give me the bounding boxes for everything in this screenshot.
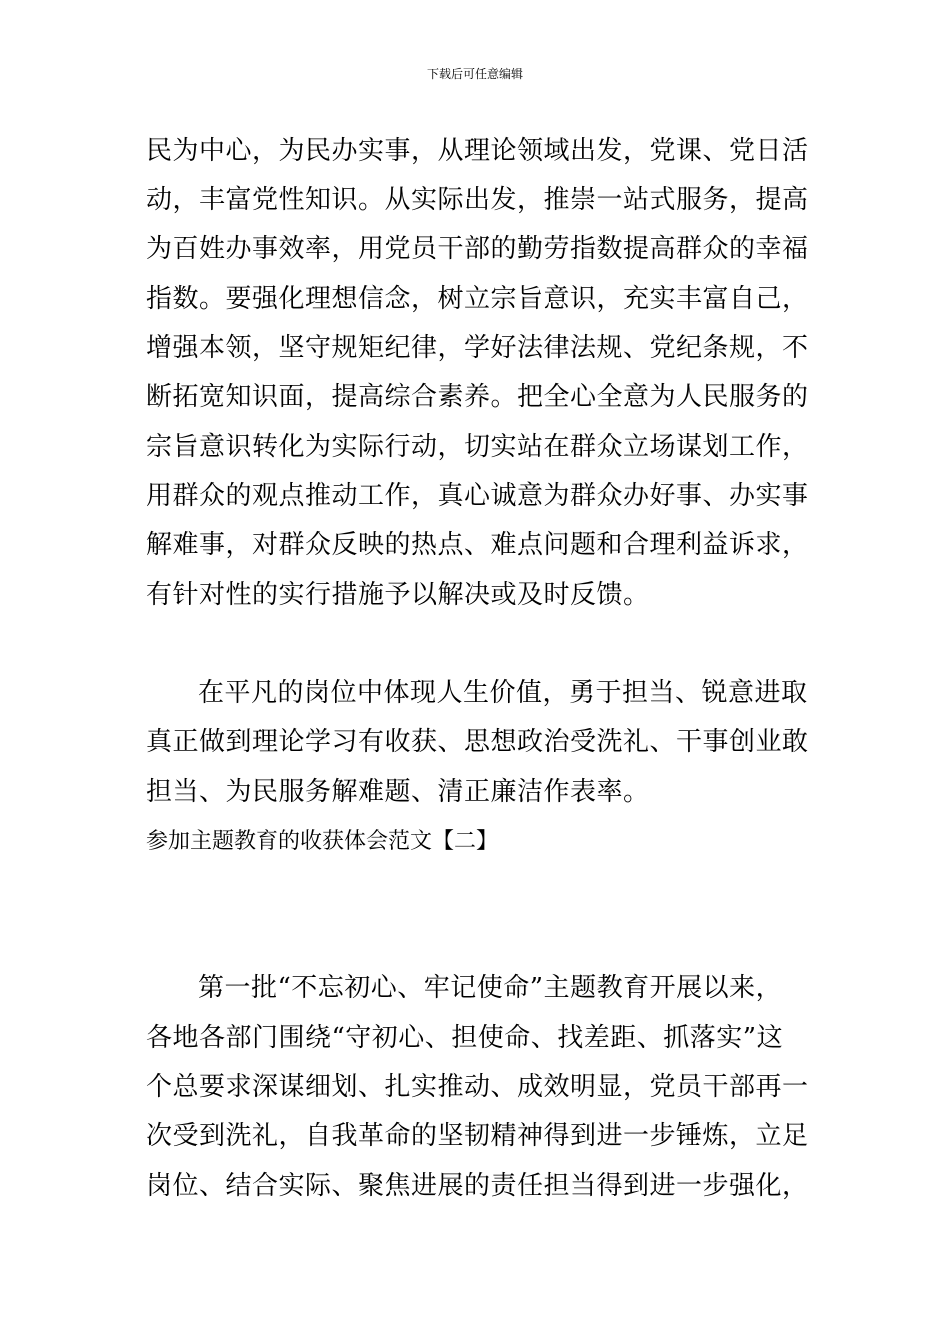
section-title: 参加主题教育的收获体会范文【二】 (146, 829, 499, 854)
paragraph-line: 断拓宽知识面，提高综合素养。把全心全意为人民服务的 (146, 382, 809, 412)
paragraph-line: 解难事，对群众反映的热点、难点问题和合理利益诉求， (146, 530, 809, 560)
paragraph-line: 有针对性的实行措施予以解决或及时反馈。 (146, 580, 650, 610)
paragraph-line: 第一批“不忘初心、牢记使命”主题教育开展以来， (198, 973, 783, 1003)
paragraph-line: 岗位、结合实际、聚焦进展的责任担当得到进一步强化， (146, 1171, 809, 1201)
paragraph-line: 次受到洗礼，自我革命的坚韧精神得到进一步锤炼，立足 (146, 1121, 809, 1151)
paragraph-line: 各地各部门围绕“守初心、担使命、找差距、抓落实”这 (146, 1023, 784, 1053)
paragraph-line: 指数。要强化理想信念，树立宗旨意识，充实丰富自己， (146, 284, 809, 314)
paragraph-line: 真正做到理论学习有收获、思想政治受洗礼、干事创业敢 (146, 727, 809, 757)
header-note: 下载后可任意编辑 (426, 67, 523, 81)
paragraph-line: 用群众的观点推动工作，真心诚意为群众办好事、办实事 (146, 481, 809, 511)
paragraph-line: 担当、为民服务解难题、清正廉洁作表率。 (146, 777, 650, 807)
paragraph-line: 民为中心，为民办实事，从理论领域出发，党课、党日活 (146, 136, 809, 166)
paragraph-line: 为百姓办事效率，用党员干部的勤劳指数提高群众的幸福 (146, 234, 809, 264)
paragraph-line: 增强本领，坚守规矩纪律，学好法律法规、党纪条规，不 (146, 333, 809, 363)
paragraph-line: 在平凡的岗位中体现人生价值，勇于担当、锐意进取 (198, 678, 808, 708)
paragraph-line: 个总要求深谋细划、扎实推动、成效明显，党员干部再一 (146, 1072, 809, 1102)
paragraph-line: 宗旨意识转化为实际行动，切实站在群众立场谋划工作， (146, 432, 809, 462)
paragraph-line: 动，丰富党性知识。从实际出发，推崇一站式服务，提高 (146, 185, 809, 215)
